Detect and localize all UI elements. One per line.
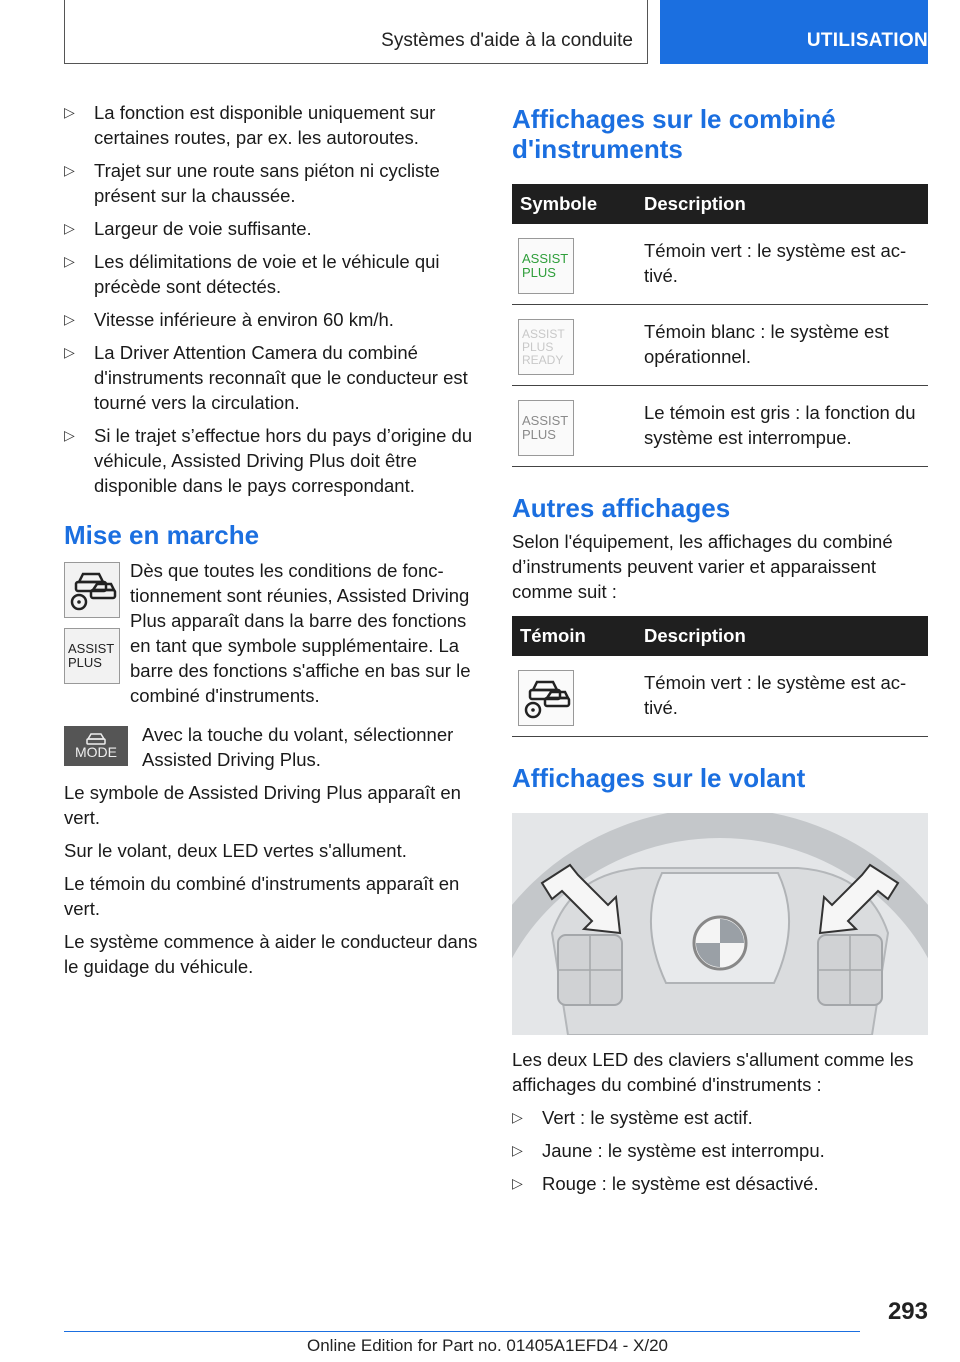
indicator-table xyxy=(512,616,928,737)
driver-assist-icon xyxy=(64,562,120,618)
table-header: Description xyxy=(636,616,928,656)
paragraph: Le témoin du combiné d'instruments apparaît en vert. xyxy=(64,873,460,919)
list-item: ▷ Jaune : le système est interrompu. xyxy=(512,1140,825,1161)
list-item: ▷ La fonction est disponible uniquement sur certaines routes, par ex. les autoroutes. xyxy=(64,102,436,148)
driver-assist-icon xyxy=(518,670,574,726)
assist-plus-ready-icon: ASSIST PLUS READY xyxy=(518,319,574,375)
heading-autres-affichages: Autres affichages xyxy=(512,493,731,523)
list-item: ▷ Rouge : le système est désactivé. xyxy=(512,1173,819,1194)
triangle-bullet-icon: ▷ xyxy=(512,1175,523,1191)
footer-divider xyxy=(64,1331,860,1332)
triangle-bullet-icon: ▷ xyxy=(64,104,75,120)
intro-text: Dès que toutes les conditions de fonctionnement sont réunies, Assisted Driving Plus apparaît dans la barre des fonctions en tant que symbole supplémentaire. La barre des fonctions s'affiche en bas sur le combiné d'instruments. xyxy=(130,560,471,706)
table-row xyxy=(512,656,928,737)
conditions-list xyxy=(64,100,480,498)
assist-plus-icon: ASSIST PLUS xyxy=(64,628,120,684)
table-row xyxy=(512,386,928,467)
heading-affichages-combine: Affichages sur le combiné d'instruments xyxy=(512,104,836,164)
page-header xyxy=(64,0,928,64)
table-header: Symbole xyxy=(512,184,636,224)
list-item: ▷ Largeur de voie suffisante. xyxy=(64,218,312,239)
mode-text: Avec la touche du volant, sélectionner Assisted Driving Plus. xyxy=(142,724,454,770)
triangle-bullet-icon: ▷ xyxy=(64,220,75,236)
page-number: 293 xyxy=(887,1298,928,1325)
paragraph: Selon l'équipement, les affichages du combiné d’instruments peuvent varier et apparaissent comme suit : xyxy=(512,531,893,602)
right-column xyxy=(512,100,928,1204)
header-title-box xyxy=(64,0,648,64)
heading-mise-en-marche: Mise en marche xyxy=(64,520,260,550)
paragraph: Les deux LED des claviers s'allument comme les affichages du combiné d'instruments : xyxy=(512,1049,914,1095)
footer-edition: Online Edition for Part no. 01405A1EFD4 - X/20 xyxy=(307,1336,668,1355)
table-cell: Le témoin est gris : la fonction du système est interrompue. xyxy=(636,386,928,467)
triangle-bullet-icon: ▷ xyxy=(64,253,75,269)
paragraph: Le symbole de Assisted Driving Plus apparaît en vert. xyxy=(64,782,461,828)
mode-button-icon: MODE xyxy=(64,726,128,766)
table-row xyxy=(512,305,928,386)
table-cell: Témoin vert : le système est activé. xyxy=(636,656,928,737)
triangle-bullet-icon: ▷ xyxy=(512,1109,523,1125)
steering-wheel-illustration xyxy=(512,813,928,1035)
chapter-title: Systèmes d'aide à la conduite xyxy=(381,30,633,51)
assist-plus-grey-icon: ASSIST PLUS xyxy=(518,400,574,456)
intro-icons xyxy=(64,558,130,684)
list-item: ▷ Trajet sur une route sans piéton ni cycliste présent sur la chaussée. xyxy=(64,160,440,206)
table-header: Témoin xyxy=(512,616,636,656)
symbol-table xyxy=(512,184,928,467)
section-label: UTILISATION xyxy=(806,30,928,51)
intro-block xyxy=(64,558,480,708)
heading-affichages-volant: Affichages sur le volant xyxy=(512,763,806,793)
paragraph: Le système commence à aider le conducteur dans le guidage du véhicule. xyxy=(64,931,478,977)
table-row xyxy=(512,224,928,305)
triangle-bullet-icon: ▷ xyxy=(512,1142,523,1158)
led-states-list xyxy=(512,1105,928,1196)
table-cell: Témoin vert : le système est activé. xyxy=(636,224,928,305)
triangle-bullet-icon: ▷ xyxy=(64,344,75,360)
mode-block xyxy=(64,722,480,780)
triangle-bullet-icon: ▷ xyxy=(64,311,75,327)
table-cell: Témoin blanc : le système est opérationnel. xyxy=(636,305,928,386)
triangle-bullet-icon: ▷ xyxy=(64,427,75,443)
list-item: ▷ La Driver Attention Camera du combiné d'instruments reconnaît que le conducteur est tourné vers la circulation. xyxy=(64,342,468,413)
triangle-bullet-icon: ▷ xyxy=(64,162,75,178)
list-item: ▷ Les délimitations de voie et le véhicule qui précède sont détectés. xyxy=(64,251,440,297)
header-section-tab[interactable] xyxy=(660,0,928,64)
assist-plus-green-icon: ASSIST PLUS xyxy=(518,238,574,294)
table-header: Description xyxy=(636,184,928,224)
list-item: ▷ Vert : le système est actif. xyxy=(512,1107,753,1128)
left-column xyxy=(64,100,480,987)
list-item: ▷ Si le trajet s’effectue hors du pays d’origine du véhicule, Assisted Driving Plus doit être disponible dans le pays correspondant. xyxy=(64,425,473,496)
list-item: ▷ Vitesse inférieure à environ 60 km/h. xyxy=(64,309,394,330)
paragraph: Sur le volant, deux LED vertes s'allument. xyxy=(64,840,407,861)
